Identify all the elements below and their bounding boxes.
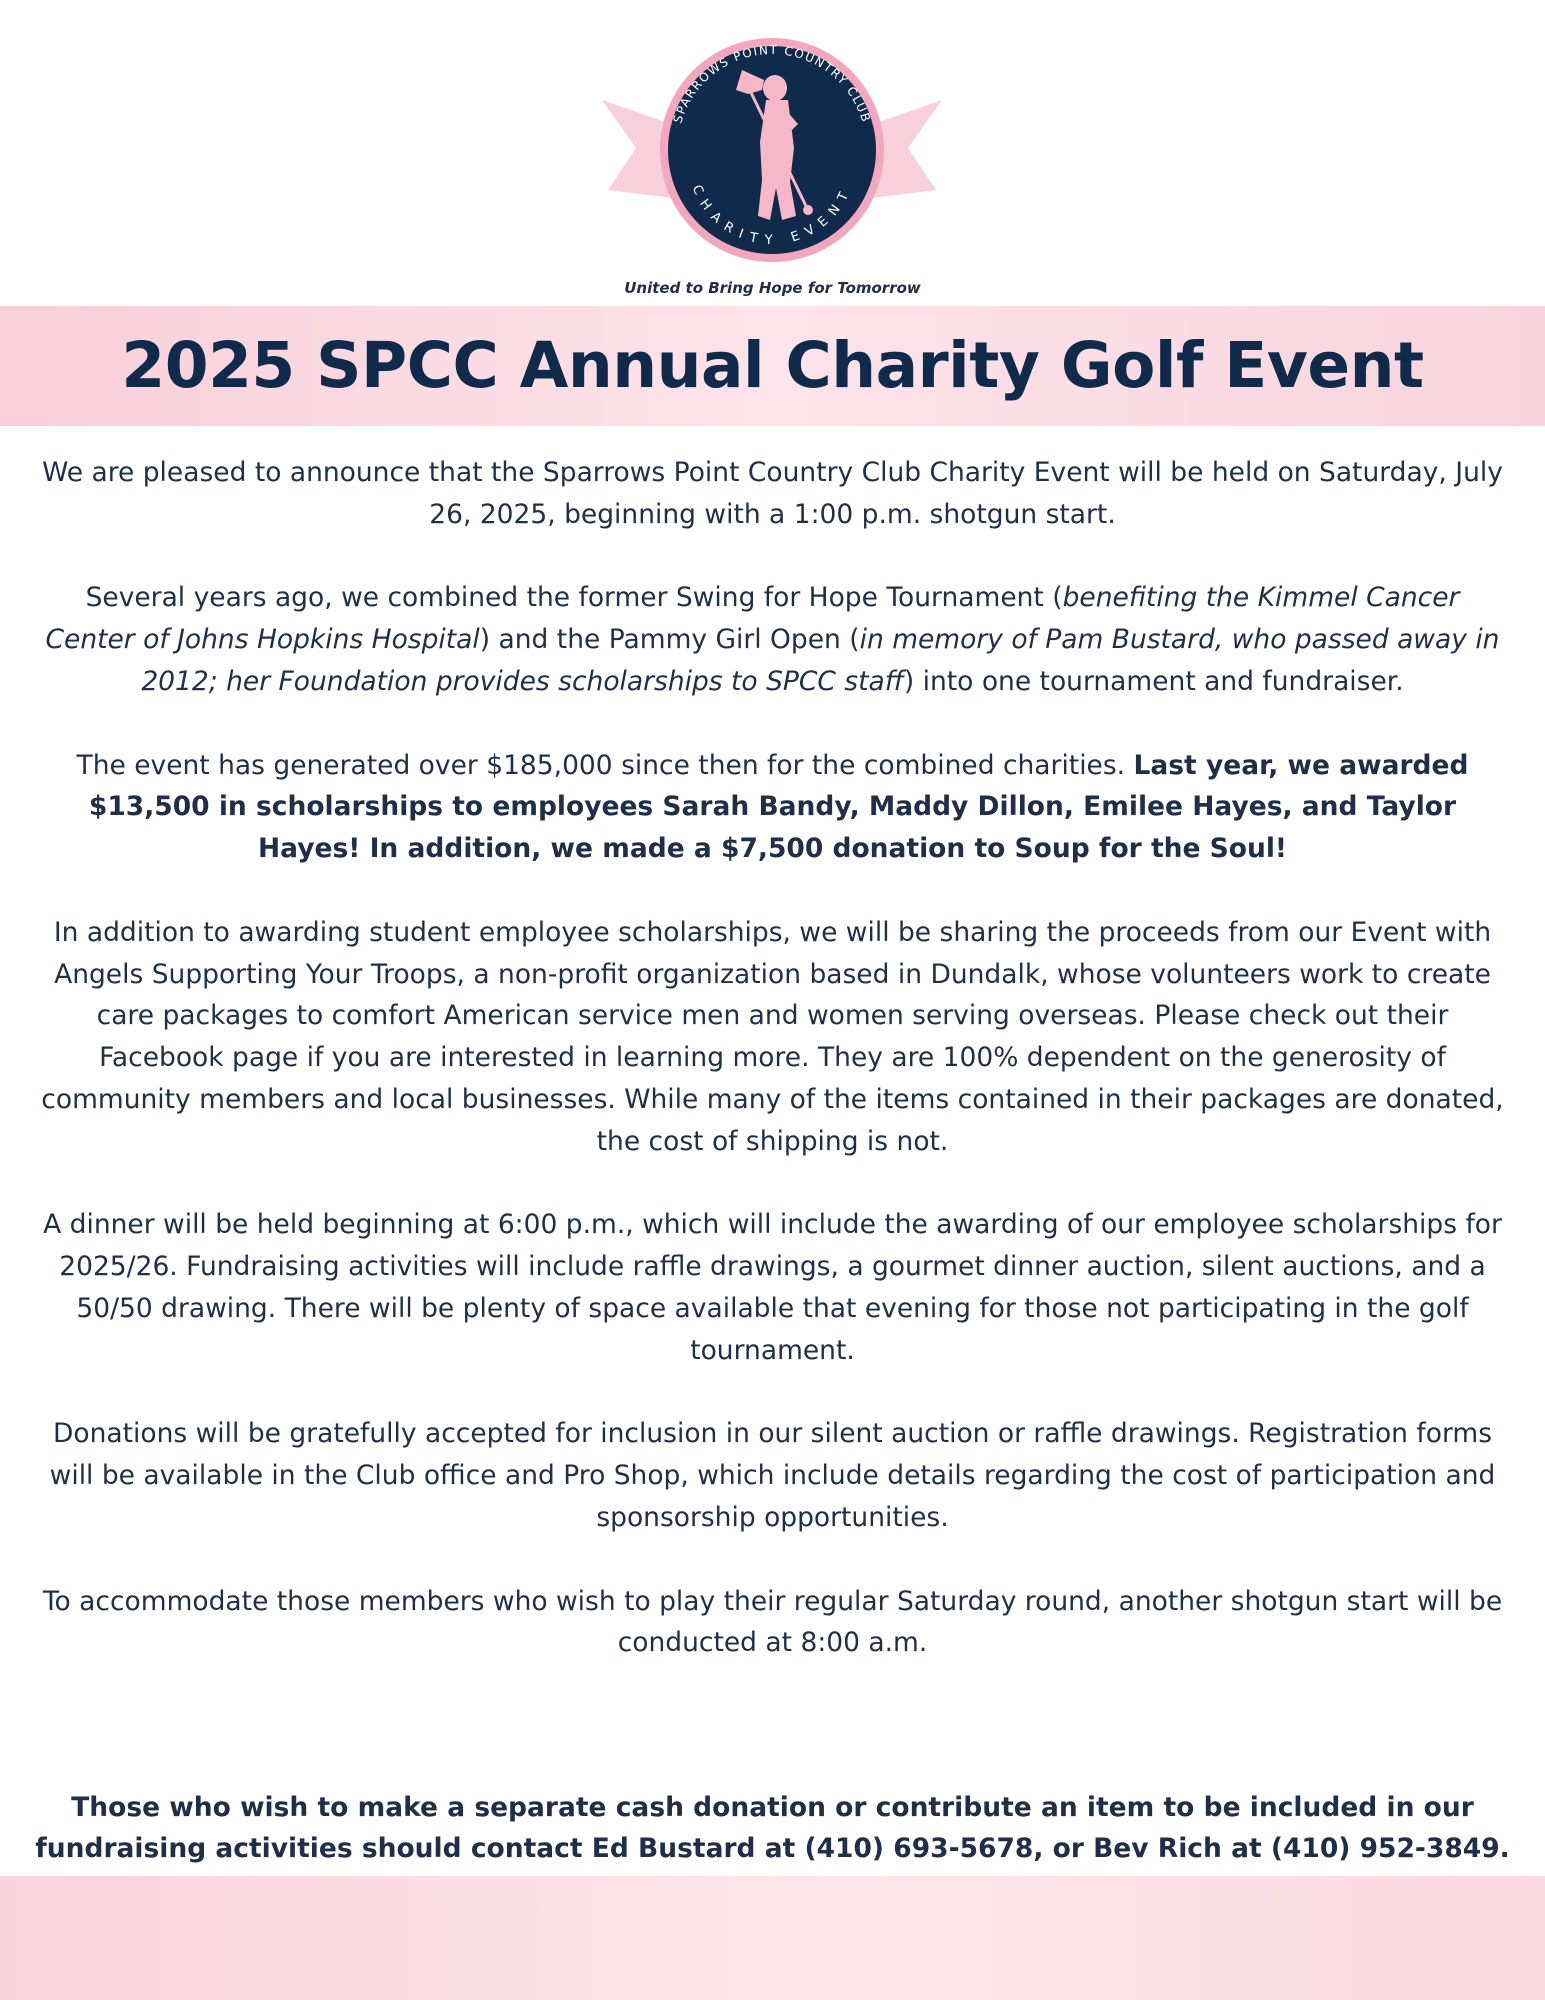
paragraph-morning-shotgun: To accommodate those members who wish to play their regular Saturday round, another shotgun start will be conducted at 8:00 a.m. xyxy=(42,1585,1503,1659)
paragraph-event-date: We are pleased to announce that the Sparrows Point Country Club Charity Event will be held on Saturday, July 26, 2025, beginning with a 1:00 p.m. shotgun start. xyxy=(42,457,1503,530)
page-title: 2025 SPCC Annual Charity Golf Event xyxy=(121,329,1424,402)
header-logo-area xyxy=(0,0,1545,306)
paragraph-dinner: A dinner will be held beginning at 6:00 p.m., which will include the awarding of our employee scholarships for 2025/26. Fundraising activities will include raffle drawings, a gourmet dinner auction, silent auctions, and a 50/50 drawing. There will be plenty of space available that evening for those not participating in the golf tournament. xyxy=(43,1209,1502,1366)
results-text: The event has generated over $185,000 since then for the combined charities. xyxy=(76,749,1134,781)
footer-band xyxy=(0,1876,1545,2000)
logo-tagline: United to Bring Hope for Tomorrow xyxy=(624,279,921,297)
logo-ring-top-text: SPARROWS POINT COUNTRY CLUB xyxy=(670,42,874,125)
history-text-e: ) into one tournament and fundraiser. xyxy=(903,665,1404,697)
paragraph-results xyxy=(40,745,1505,870)
history-pam-italic: in memory of Pam Bustard, who passed away in 2012; her Foundation provides scholarships to SPCC staff xyxy=(141,624,1500,697)
logo-ring-bottom-text: CHARITY EVENT xyxy=(688,182,856,249)
results-bold-text: Last year, we awarded $13,500 in scholarships to employees Sarah Bandy, Maddy Dillon, Emilee Hayes, and Taylor Hayes! In addition, we made a $7,500 donation to Soup for the Soul! xyxy=(88,749,1469,865)
paragraph-donations: Donations will be gratefully accepted for inclusion in our silent auction or raffle drawings. Registration forms will be available in the Club office and Pro Shop, which include details regarding the cost of participation and sponsorship opportunities. xyxy=(49,1418,1496,1533)
history-kimmel-italic: benefiting the Kimmel Cancer Center of Johns Hopkins Hospital xyxy=(45,582,1460,656)
history-text-c: ) and the Pammy Girl Open ( xyxy=(479,624,860,656)
announcement-body xyxy=(40,452,1505,1706)
paragraph-beneficiary: In addition to awarding student employee scholarships, we will be sharing the proceeds from our Event with Angels Supporting Your Troops, a non-profit organization based in Dundalk, whose volunteers work to create care packages to comfort American service men and women serving overseas. Please check out their Facebook page if you are interested in learning more. They are 100% dependent on the generosity of community members and local businesses. While many of the items contained in their packages are donated, the cost of shipping is not. xyxy=(41,916,1504,1157)
contact-closing: Those who wish to make a separate cash donation or contribute an item to be included in our fundraising activities should contact Ed Bustard at (410) 693-5678, or Bev Rich at (410) 952-3849. xyxy=(35,1792,1510,1864)
charity-event-logo xyxy=(592,30,952,280)
paragraph-history xyxy=(40,577,1505,702)
history-text-a: Several years ago, we combined the former Swing for Hope Tournament ( xyxy=(85,582,1063,614)
